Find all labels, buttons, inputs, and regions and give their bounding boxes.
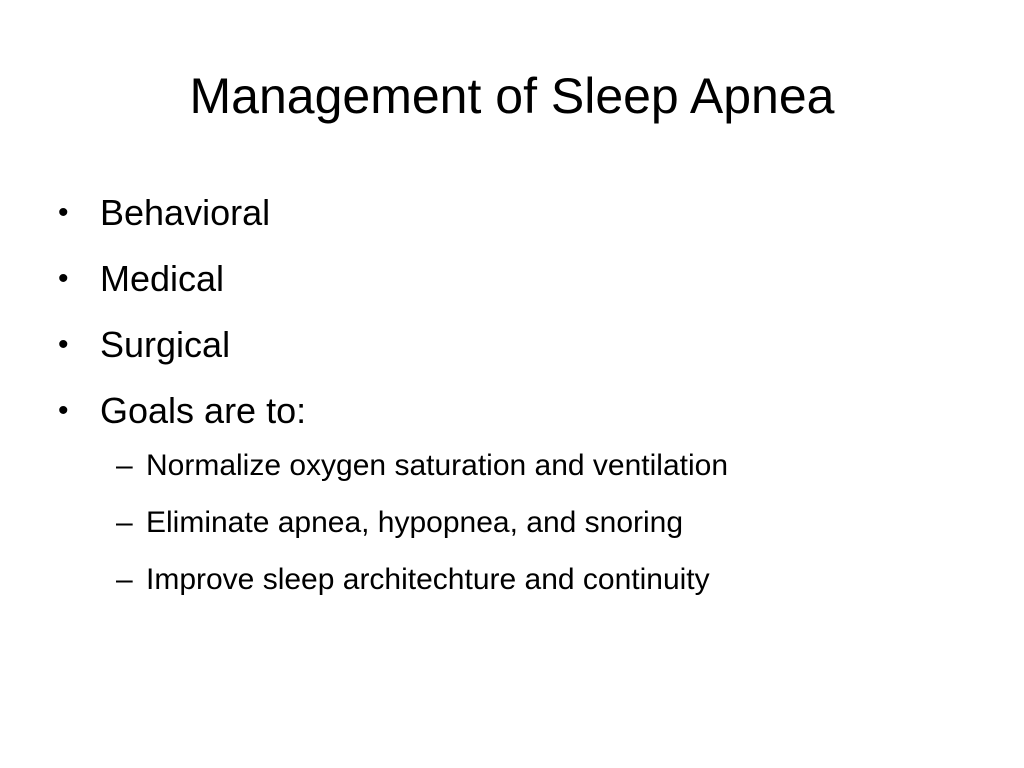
bullet-label: Goals are to: (100, 390, 307, 431)
dash-icon: – (116, 449, 133, 482)
bullet-item-surgical (58, 317, 978, 383)
bullet-dot-icon: • (58, 394, 69, 427)
bullet-label: Behavioral (100, 192, 271, 233)
bullet-dot-icon: • (58, 262, 69, 295)
sub-bullet-item-normalize (116, 441, 976, 498)
dash-icon: – (116, 563, 133, 596)
sub-bullet-item-eliminate (116, 498, 976, 555)
bullet-dot-icon: • (58, 196, 69, 229)
dash-icon: – (116, 506, 133, 539)
bullet-label: Surgical (100, 324, 231, 365)
slide-title: Management of Sleep Apnea (189, 68, 835, 124)
sub-bullet-container (58, 449, 978, 620)
sub-bullet-label: Improve sleep architechture and continuity (146, 563, 710, 596)
bullet-item-behavioral (58, 185, 978, 251)
sub-bullet-label: Eliminate apnea, hypopnea, and snoring (146, 506, 684, 539)
bullet-label: Medical (100, 258, 225, 299)
bullet-item-goals (58, 383, 978, 449)
bullet-dot-icon: • (58, 328, 69, 361)
bullet-item-medical (58, 251, 978, 317)
sub-bullet-label: Normalize oxygen saturation and ventilation (146, 449, 728, 482)
sub-bullet-list (116, 441, 976, 612)
bullet-list (58, 185, 978, 620)
sub-bullet-item-improve (116, 555, 976, 612)
